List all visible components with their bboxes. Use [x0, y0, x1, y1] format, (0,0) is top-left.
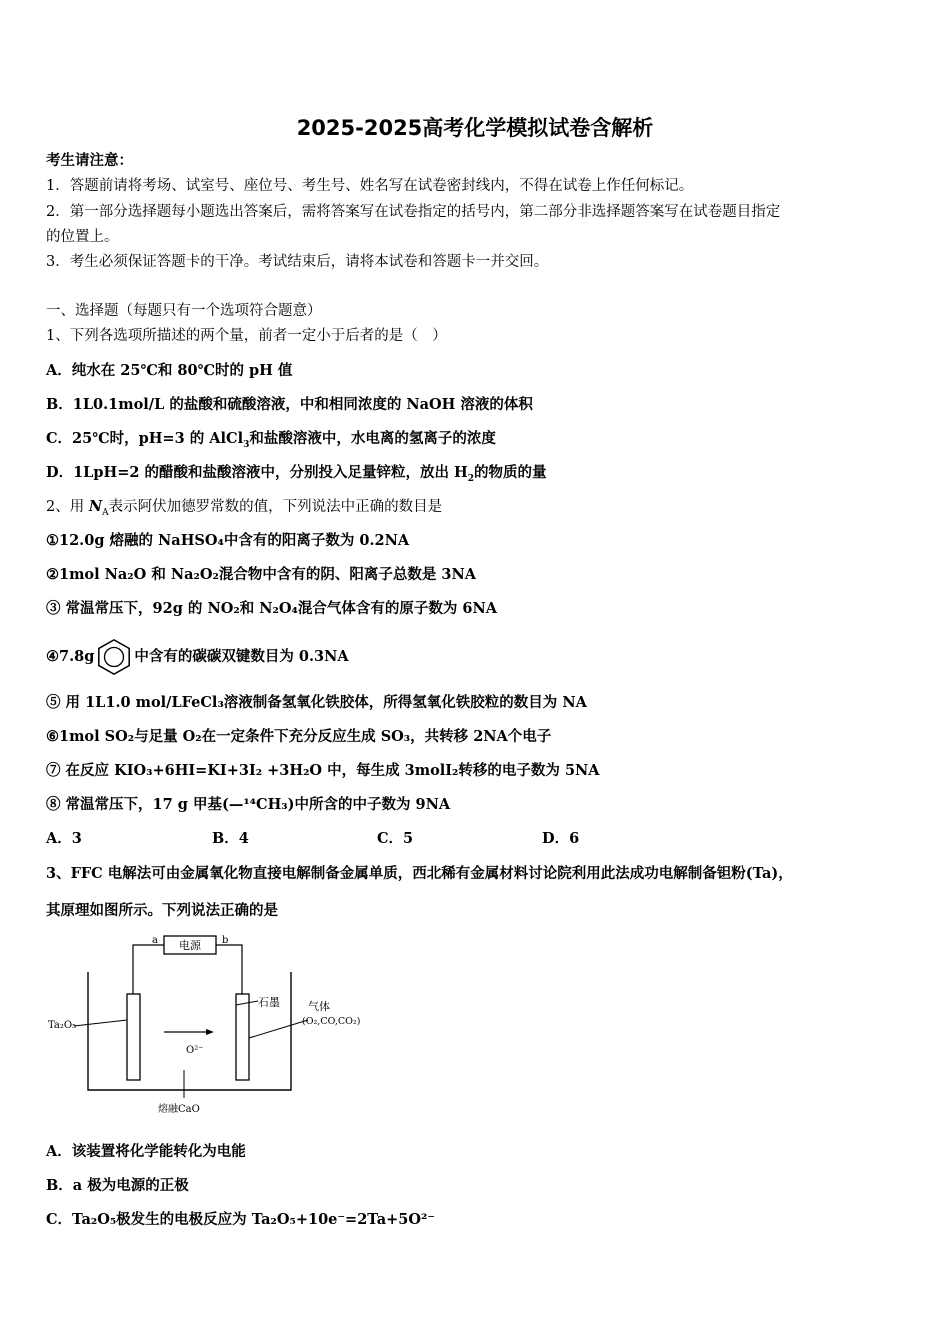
q2-statement-1: ①12.0g 熔融的 NaHSO₄中含有的阳离子数为 0.2NA — [46, 532, 410, 549]
wire-left — [133, 945, 164, 994]
ta2o5-label: Ta₂O₅ — [48, 1020, 77, 1031]
q1-stem: 1、下列各选项所描述的两个量，前者一定小于后者的是（ ） — [46, 328, 447, 344]
q2-statement-6: ⑥1mol SO₂与足量 O₂在一定条件下充分反应生成 SO₃，共转移 2NA个电子 — [46, 728, 552, 745]
section-heading: 一、选择题（每题只有一个选项符合题意） — [46, 303, 322, 319]
q2-option-a: A．3 — [46, 830, 82, 847]
q2-statement-8: ⑧ 常温常压下，17 g 甲基(—¹⁴CH₃)中所含的中子数为 9NA — [46, 796, 451, 813]
notice-item-2a: 2．第一部分选择题每小题选出答案后，需将答案写在试卷指定的括号内，第二部分非选择题答案写在试卷题目指定 — [46, 204, 781, 220]
q2-statement-2: ②1mol Na₂O 和 Na₂O₂混合物中含有的阴、阳离子总数是 3NA — [46, 566, 477, 583]
gas-pointer — [249, 1020, 308, 1038]
q1-option-d: D．1LpH=2 的醋酸和盐酸溶液中，分别投入足量锌粒，放出 $H_2$的物质的量 — [46, 464, 547, 484]
q3-option-a: A．该装置将化学能转化为电能 — [46, 1143, 246, 1160]
q2-statement-3: ③ 常温常压下，92g 的 NO₂和 N₂O₄混合气体含有的原子数为 6NA — [46, 600, 497, 617]
q2-option-b: B．4 — [212, 830, 249, 847]
ta2o5-electrode — [127, 994, 140, 1080]
graphite-electrode — [236, 994, 249, 1080]
ta2o5-pointer — [74, 1020, 127, 1026]
molten-cao-label: 熔融CaO — [158, 1104, 200, 1115]
page-title: 2025-2025高考化学模拟试卷含解析 — [296, 116, 654, 140]
q1-option-a: A．纯水在 25℃和 80℃时的 pH 值 — [46, 362, 293, 379]
notice-item-1: 1．答题前请将考场、试室号、座位号、考生号、姓名写在试卷密封线内，不得在试卷上作任何标记。 — [46, 178, 694, 194]
power-supply-label: 电源 — [179, 939, 201, 952]
q3-stem-line-1: 3、FFC 电解法可由金属氧化物直接电解制备金属单质，西北稀有金属材料讨论院利用此法成功电解制备钽粉(Ta)， — [46, 865, 793, 882]
graphite-label: 石墨 — [258, 996, 280, 1009]
notice-heading: 考生请注意： — [46, 152, 133, 169]
gas-label: 气体 — [308, 1000, 330, 1013]
q2-option-c: C．5 — [377, 830, 414, 847]
terminal-a-label: a — [152, 935, 158, 946]
q3-option-b: B．a 极为电源的正极 — [46, 1177, 189, 1194]
q3-stem-line-2: 其原理如图所示。下列说法正确的是 — [46, 902, 278, 919]
q2-statement-5: ⑤ 用 1L1.0 mol/LFeCl₃溶液制备氢氧化铁胶体，所得氢氧化铁胶粒的数目为 NA — [46, 694, 587, 711]
gas-list-label: (O₂,CO,CO₂) — [302, 1016, 361, 1027]
wire-right — [216, 945, 242, 994]
terminal-b-label: b — [222, 935, 229, 946]
q2-option-d: D．6 — [542, 830, 580, 847]
benzene-ring-icon — [95, 638, 133, 676]
q3-option-c: C．Ta₂O₅极发生的电极反应为 Ta₂O₅+10e⁻=2Ta+5O²⁻ — [46, 1211, 435, 1228]
oxide-ion-label: O²⁻ — [186, 1045, 204, 1056]
arrow-head-icon — [206, 1029, 214, 1035]
electrolytic-tank — [88, 972, 291, 1090]
notice-item-2b: 的位置上。 — [46, 229, 119, 245]
notice-item-3: 3．考生必须保证答题卡的干净。考试结束后，请将本试卷和答题卡一并交回。 — [46, 254, 549, 270]
electrolysis-diagram — [46, 930, 386, 1120]
q1-option-c: C．25℃时，pH=3 的 AlCl$_3$和盐酸溶液中，水电离的氢离子的浓度 — [46, 430, 496, 450]
q2-stem: 2、用 $N_A$表示阿伏加德罗常数的值，下列说法中正确的数目是 — [46, 498, 443, 518]
q2-statement-7: ⑦ 在反应 KIO₃+6HI=KI+3I₂ +3H₂O 中，每生成 3molI₂转移的电子数为 5NA — [46, 762, 600, 779]
q1-option-b: B．1L0.1mol/L 的盐酸和硫酸溶液，中和相同浓度的 NaOH 溶液的体积 — [46, 396, 533, 413]
q2-statement-4: ④7.8g 中含有的碳碳双键数目为 0.3NA — [46, 638, 349, 676]
